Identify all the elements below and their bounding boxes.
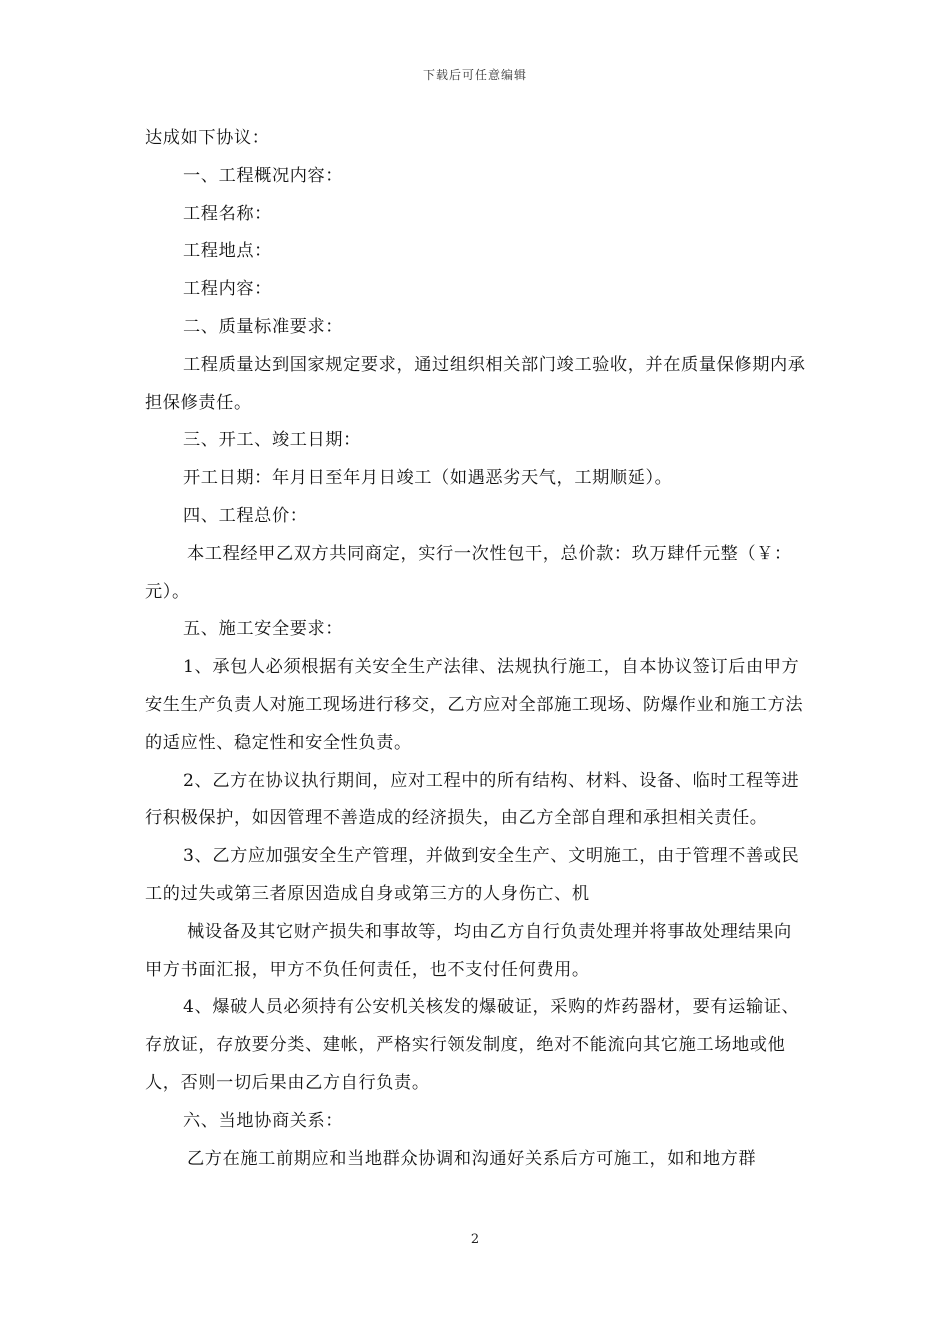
section-heading-safety: 五、施工安全要求： (183, 619, 344, 640)
paragraph-safety-3: 3、乙方应加强安全生产管理，并做到安全生产、文明施工，由于管理不善或民工的过失或第三者原因造成自身或第三方的人身伤亡、机 (145, 846, 800, 904)
paragraph-intro: 达成如下协议： (145, 128, 270, 148)
paragraph-safety-2: 2、乙方在协议执行期间，应对工程中的所有结构、材料、设备、临时工程等进行积极保护，如因管理不善造成的经济损失，由乙方全部自理和承担相关责任。 (145, 770, 800, 829)
section-heading-overview: 一、工程概况内容： (183, 165, 344, 186)
section-heading-quality: 二、质量标准要求： (183, 316, 344, 337)
paragraph-dates: 开工日期：年月日至年月日竣工（如遇恶劣天气，工期顺延）。 (183, 468, 673, 489)
field-project-name: 工程名称： (183, 203, 272, 224)
paragraph-price: 本工程经甲乙双方共同商定，实行一次性包干，总价款：玖万肆仟元整（￥：元）。 (145, 543, 792, 602)
section-heading-local: 六、当地协商关系： (183, 1110, 344, 1131)
field-project-content: 工程内容： (183, 279, 272, 300)
page-header: 下载后可任意编辑 (422, 68, 527, 82)
paragraph-safety-1: 1、承包人必须根据有关安全生产法律、法规执行施工，自本协议签订后由甲方安生生产负责人对施工现场进行移交，乙方应对全部施工现场、防爆作业和施工方法的适应性、稳定性和安全性负责。 (145, 657, 804, 753)
field-project-location: 工程地点： (183, 241, 272, 262)
section-heading-dates: 三、开工、竣工日期： (183, 430, 361, 451)
paragraph-local: 乙方在施工前期应和当地群众协调和沟通好关系后方可施工，如和地方群 (187, 1148, 757, 1169)
page-number: 2 (470, 1232, 480, 1247)
paragraph-quality: 工程质量达到国家规定要求，通过组织相关部门竣工验收，并在质量保修期内承担保修责任。 (145, 354, 806, 413)
document-body (145, 120, 807, 1178)
paragraph-safety-4: 4、爆破人员必须持有公安机关核发的爆破证，采购的炸药器材，要有运输证、存放证，存放要分类、建帐，严格实行领发制度，绝对不能流向其它施工场地或他人，否则一切后果由乙方自行负责。 (145, 997, 800, 1093)
section-heading-price: 四、工程总价： (183, 505, 308, 526)
paragraph-safety-3-cont: 械设备及其它财产损失和事故等，均由乙方自行负责处理并将事故处理结果向甲方书面汇报，甲方不负任何责任，也不支付任何费用。 (145, 921, 792, 980)
